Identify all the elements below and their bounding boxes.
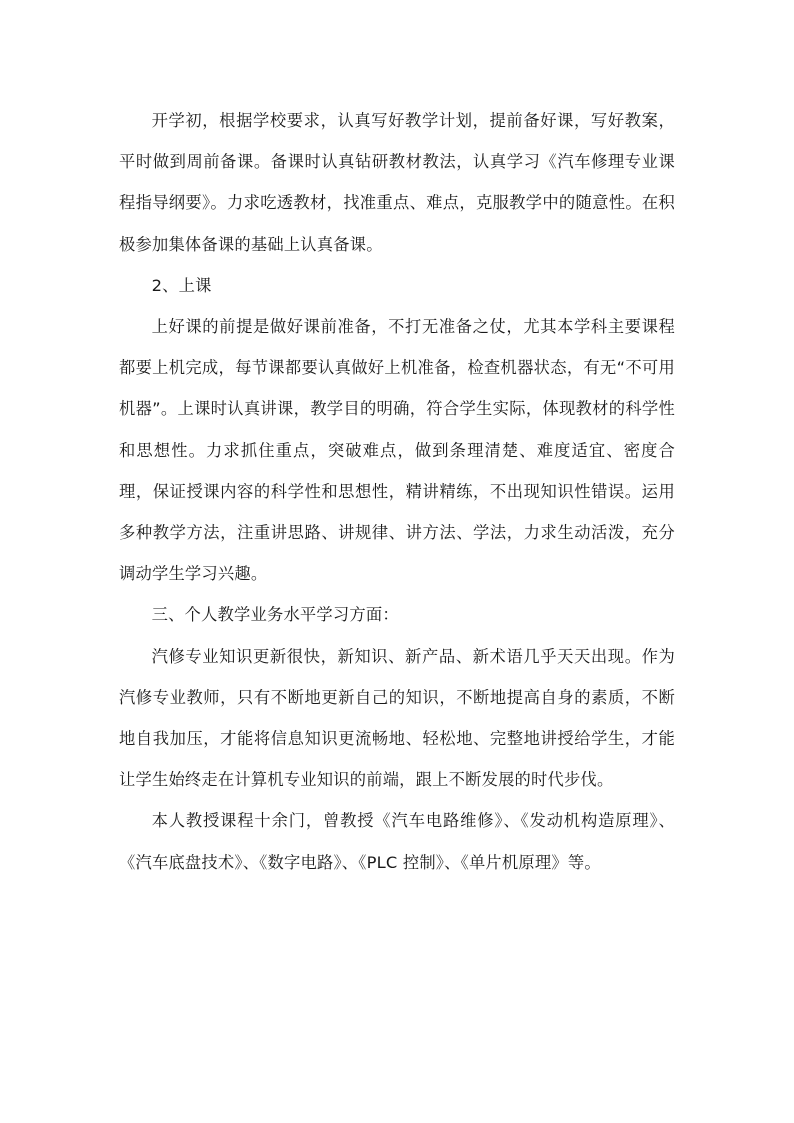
paragraph-lesson-preparation: 开学初，根据学校要求，认真写好教学计划，提前备好课，写好教案，平时做到周前备课。备课时认真钻研教材教法，认真学习《汽车修理专业课程指导纲要》。力求吃透教材，找准重点、难点，克服教学中的随意性。在积极参加集体备课的基础上认真备课。 — [119, 111, 675, 254]
paragraph-knowledge-update: 汽修专业知识更新很快，新知识、新产品、新术语几乎天天出现。作为汽修专业教师，只有不断地更新自己的知识，不断地提高自身的素质，不断地自我加压，才能将信息知识更流畅地、轻松地、完整地讲授给学生，才能让学生始终走在计算机专业知识的前端，跟上不断发展的时代步伐。 — [119, 646, 675, 790]
heading-personal-study: 三、个人教学业务水平学习方面： — [151, 605, 399, 625]
paragraph-class-teaching: 上好课的前提是做好课前准备，不打无准备之仗，尤其本学科主要课程都要上机完成，每节课都要认真做好上机准备，检查机器状态，有无“不可用机器”。上课时认真讲课，教学目的明确，符合学生实际，体现教材的科学性和思想性。力求抓住重点，突破难点，做到条理清楚、难度适宜、密度合理，保证授课内容的科学性和思想性，精讲精练，不出现知识性错误。运用多种教学方法，注重讲思路、讲规律、讲方法、学法，力求生动活泼，充分调动学生学习兴趣。 — [119, 317, 675, 584]
paragraph-courses-taught: 本人教授课程十余门，曾教授《汽车电路维修》、《发动机构造原理》、《汽车底盘技术》、《数字电路》、《PLC 控制》、《单片机原理》等。 — [119, 811, 675, 872]
heading-class-teaching: 2、上课 — [151, 275, 212, 295]
document-body — [119, 100, 675, 883]
